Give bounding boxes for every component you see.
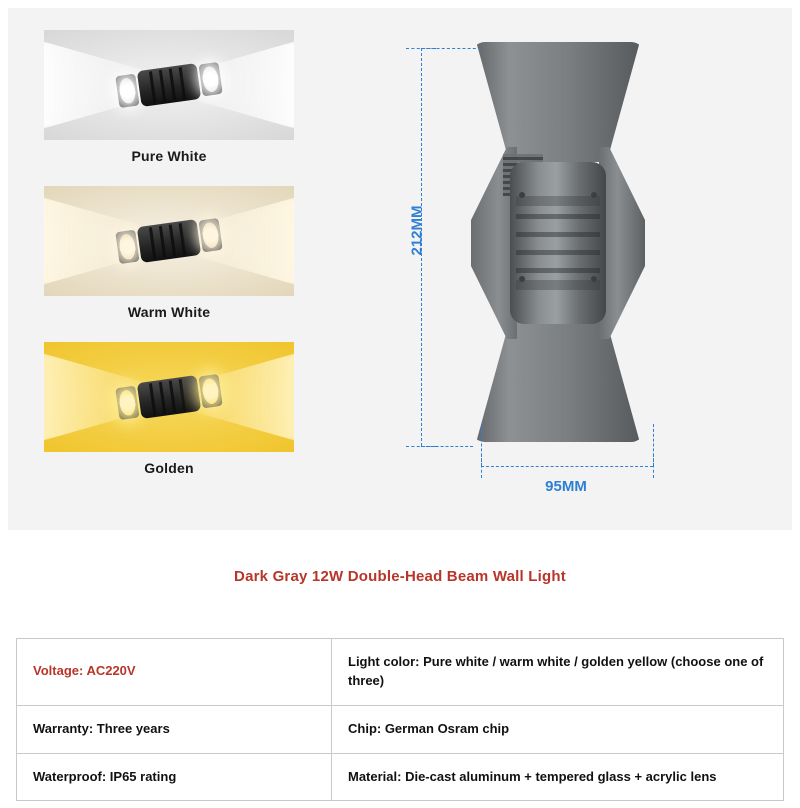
color-swatch-label: Pure White bbox=[131, 148, 207, 164]
spec-warranty: Warranty: Three years bbox=[17, 705, 332, 753]
golden-light-photo bbox=[44, 342, 294, 452]
lamp-heat-rib bbox=[516, 250, 600, 255]
lamp-screw bbox=[519, 192, 525, 198]
table-row bbox=[17, 705, 784, 753]
lamp-illustration bbox=[114, 56, 223, 114]
lamp-bottom-shade bbox=[471, 322, 645, 442]
width-dimension-label: 95MM bbox=[545, 478, 587, 495]
lamp-center-cylinder bbox=[510, 162, 606, 324]
table-row bbox=[17, 639, 784, 706]
spec-light-color: Light color: Pure white / warm white / golden yellow (choose one of three) bbox=[332, 639, 784, 706]
height-dimension-label: 212MM bbox=[408, 205, 426, 256]
wall-light-product-photo bbox=[463, 42, 653, 442]
spec-chip: Chip: German Osram chip bbox=[332, 705, 784, 753]
lamp-screw bbox=[591, 192, 597, 198]
warm-white-light-photo bbox=[44, 186, 294, 296]
height-arrow-top bbox=[406, 48, 436, 49]
width-dimension-line bbox=[481, 466, 653, 467]
color-swatch-label: Golden bbox=[144, 460, 194, 476]
page-title: Dark Gray 12W Double-Head Beam Wall Light bbox=[234, 568, 566, 585]
lamp-heat-rib bbox=[516, 232, 600, 237]
product-image-panel bbox=[8, 8, 792, 530]
lamp-illustration bbox=[114, 212, 223, 270]
lamp-illustration bbox=[114, 368, 223, 426]
lamp-screw bbox=[591, 276, 597, 282]
spec-voltage: Voltage: AC220V bbox=[17, 639, 332, 706]
table-row bbox=[17, 753, 784, 801]
color-swatch-item[interactable] bbox=[44, 186, 294, 334]
lamp-screw bbox=[519, 276, 525, 282]
product-dimension-diagram bbox=[388, 26, 768, 516]
specification-table bbox=[16, 638, 784, 801]
pure-white-light-photo bbox=[44, 30, 294, 140]
lamp-heat-rib bbox=[516, 268, 600, 273]
color-swatch-label: Warm White bbox=[127, 304, 211, 320]
spec-material: Material: Die-cast aluminum + tempered glass + acrylic lens bbox=[332, 753, 784, 801]
lamp-top-shade bbox=[471, 42, 645, 162]
spec-waterproof: Waterproof: IP65 rating bbox=[17, 753, 332, 801]
color-swatch-column bbox=[44, 30, 294, 498]
product-detail-page bbox=[0, 8, 800, 808]
color-swatch-item[interactable] bbox=[44, 30, 294, 178]
lamp-heat-rib bbox=[516, 214, 600, 219]
width-arrow-right bbox=[653, 454, 654, 478]
product-title-bar bbox=[0, 568, 800, 586]
color-swatch-item[interactable] bbox=[44, 342, 294, 490]
height-arrow-bottom bbox=[406, 446, 436, 447]
width-arrow-left bbox=[481, 454, 482, 478]
